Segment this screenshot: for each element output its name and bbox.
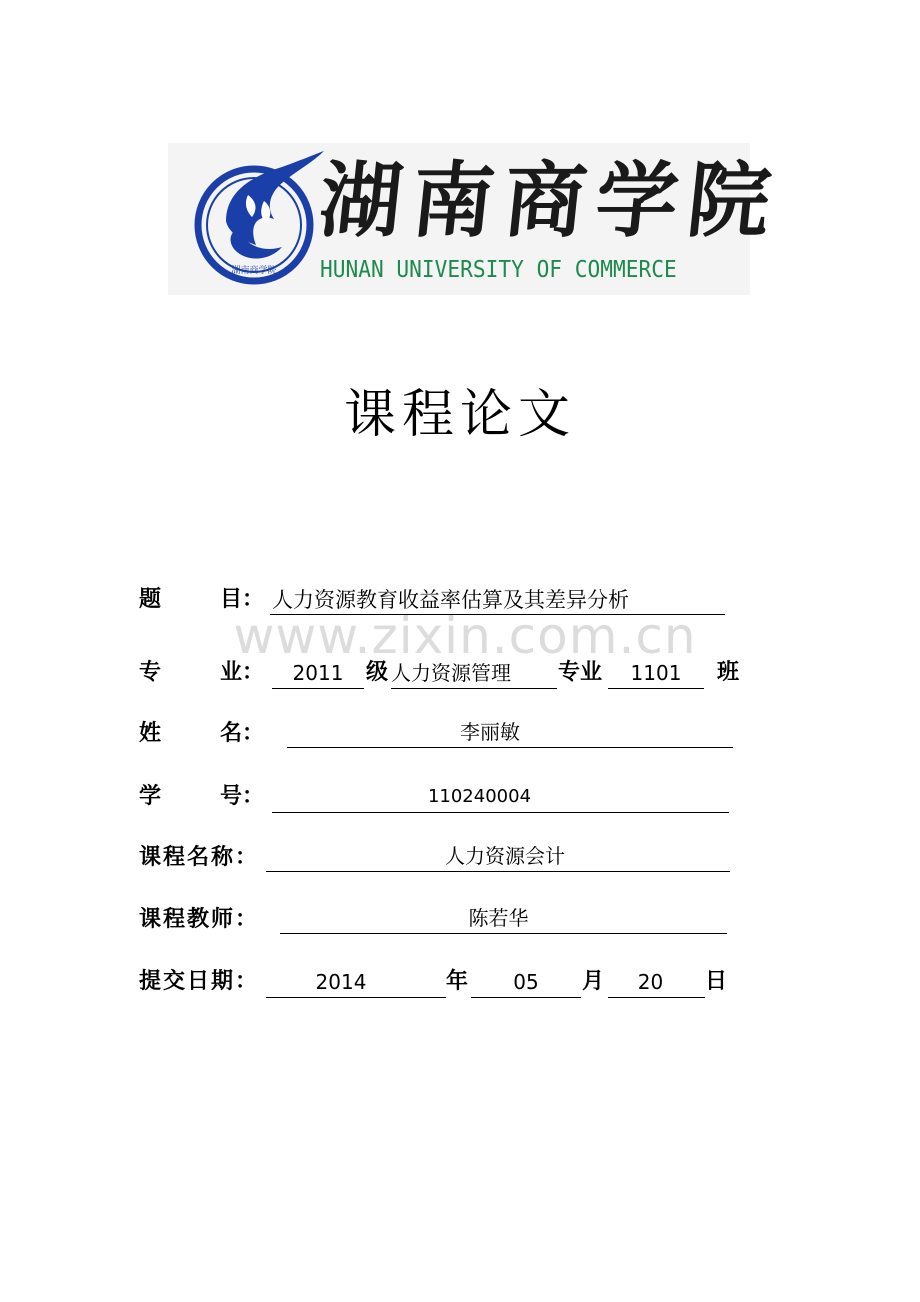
- major-label-b-text: 业：: [220, 660, 265, 685]
- major-name-field: 人力资源管理: [391, 657, 557, 689]
- major-class-suffix: 班: [717, 660, 740, 685]
- topic-label-b: [220, 584, 264, 616]
- date-year-suffix: 年: [446, 969, 469, 994]
- date-label: 提交日期：: [139, 969, 260, 994]
- university-seal-icon: [186, 149, 326, 289]
- major-label-b: [220, 657, 264, 689]
- name-label-b-text: 名：: [220, 721, 265, 746]
- course-field: 人力资源会计: [266, 840, 730, 872]
- date-day-field: 20: [608, 966, 705, 998]
- major-label-a: 专: [139, 660, 162, 685]
- watermark: www.zixin.com.cn: [233, 607, 697, 665]
- student-id-label: [139, 781, 161, 813]
- date-month-field: 05: [471, 966, 581, 998]
- teacher-label: 课程教师：: [139, 907, 260, 932]
- name-field: 李丽敏: [287, 716, 733, 748]
- student-id-field: 110240004: [272, 781, 729, 813]
- seal-text: 湖南商学院: [231, 266, 277, 276]
- major-suffix: 专业: [558, 660, 603, 685]
- date-month-suffix: 月: [582, 969, 605, 994]
- name-label: [139, 718, 161, 750]
- student-id-label-b: [220, 781, 264, 813]
- major-year-field: 2011: [272, 657, 364, 689]
- teacher-field: 陈若华: [280, 902, 727, 934]
- university-name-cn: 湖南商学院: [314, 153, 786, 249]
- student-id-label-a: 学: [139, 784, 162, 809]
- university-banner: [168, 143, 786, 295]
- topic-value: 人力资源教育收益率估算及其差异分析: [272, 588, 629, 612]
- date-year-field: 2014: [266, 966, 446, 998]
- name-label-b: [220, 718, 264, 750]
- university-name-en: HUNAN UNIVERSITY OF COMMERCE: [320, 257, 677, 283]
- course-label: 课程名称：: [139, 845, 260, 870]
- major-class-field: 1101: [608, 657, 704, 689]
- student-id-label-b-text: 号：: [220, 784, 265, 809]
- topic-underline: [270, 614, 725, 615]
- major-label: [139, 657, 161, 689]
- name-label-a: 姓: [139, 721, 162, 746]
- topic-label-a: 题: [139, 587, 162, 612]
- topic-label-b-text: 目：: [220, 587, 265, 612]
- topic-label: [139, 584, 161, 616]
- date-day-suffix: 日: [705, 969, 728, 994]
- document-title: 课程论文: [343, 385, 576, 445]
- major-grade-suffix: 级: [366, 660, 389, 685]
